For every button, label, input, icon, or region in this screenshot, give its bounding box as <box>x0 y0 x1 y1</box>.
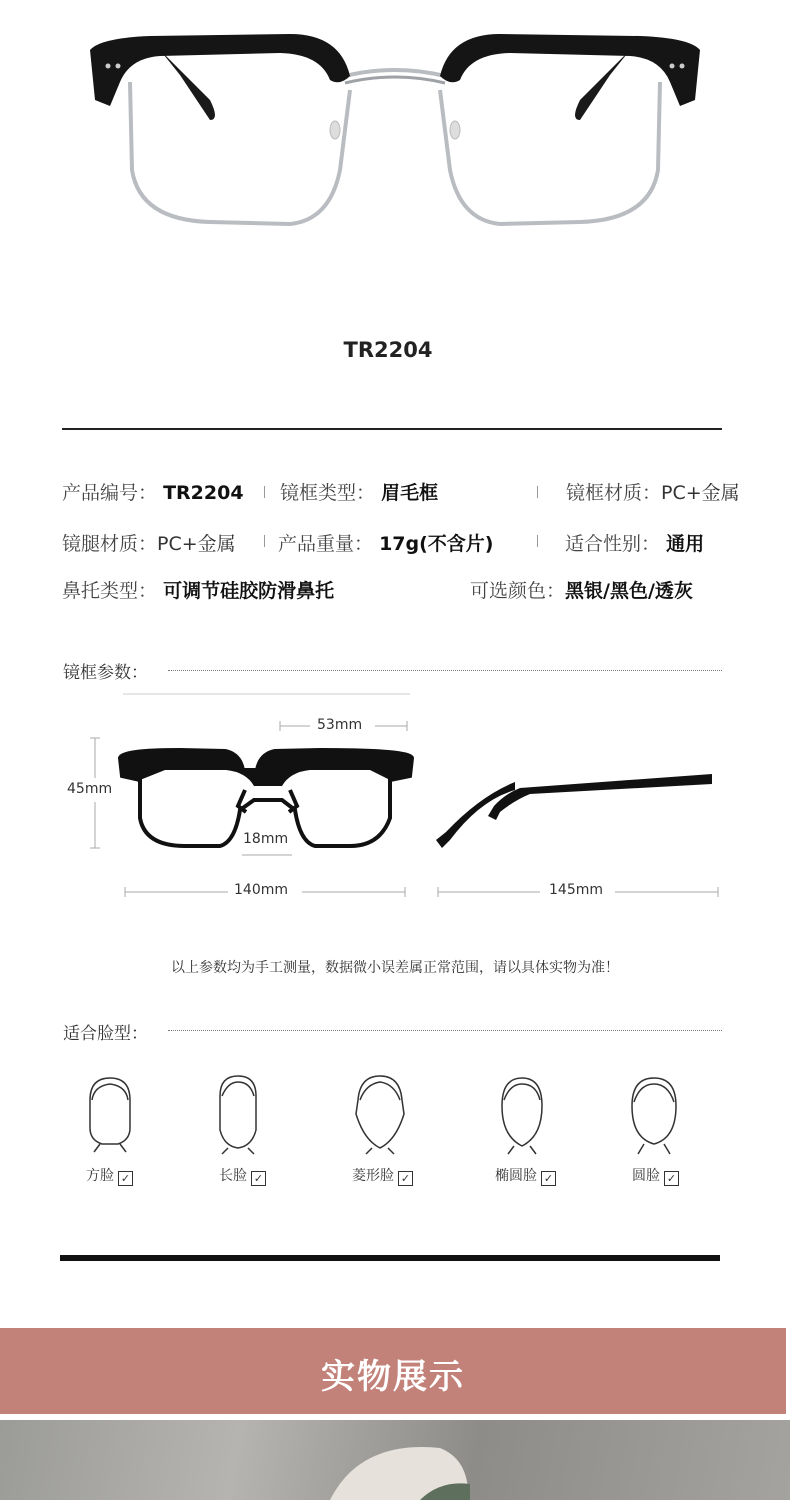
spec-key: 镜框类型： <box>280 482 376 504</box>
face-round-icon <box>632 1078 676 1144</box>
banner-title: 实物展示 <box>321 1357 465 1397</box>
spec-value: 可调节硅胶防滑鼻托 <box>163 580 335 602</box>
face-diamond-icon <box>356 1076 404 1148</box>
section-title-face-shapes: 适合脸型： <box>63 1024 148 1044</box>
face-oval-icon <box>502 1078 542 1146</box>
spec-temple-material <box>62 529 236 556</box>
spec-value: TR2204 <box>163 482 244 504</box>
face-shape-diamond <box>352 1165 413 1186</box>
divider-thick <box>60 1255 720 1261</box>
section-title-frame-params: 镜框参数： <box>63 663 148 683</box>
spec-key: 适合性别： <box>565 533 661 555</box>
face-shape-label: 菱形脸 <box>352 1168 394 1184</box>
face-shape-illustrations <box>70 1070 710 1155</box>
spec-frame-material <box>566 478 740 505</box>
spec-value: 17g(不含片) <box>379 533 494 555</box>
spec-key: 镜框材质： <box>566 482 662 504</box>
lens-height-label: 45mm <box>67 781 113 797</box>
spec-key: 鼻托类型： <box>62 580 158 602</box>
spec-item-number <box>62 478 244 505</box>
frame-dimension-diagram <box>60 690 730 910</box>
separator <box>264 486 265 498</box>
spec-key: 产品重量： <box>278 533 374 555</box>
dotted-line <box>168 670 722 671</box>
checkbox-icon: ✓ <box>664 1171 679 1186</box>
divider <box>62 428 722 430</box>
spec-key: 可选颜色： <box>470 580 566 602</box>
product-glasses-photo <box>60 20 740 250</box>
face-long-icon <box>220 1076 256 1148</box>
face-shape-round <box>632 1165 679 1186</box>
checkbox-icon: ✓ <box>251 1171 266 1186</box>
spec-key: 产品编号： <box>62 482 158 504</box>
spec-frame-type <box>280 478 438 505</box>
checkbox-icon: ✓ <box>118 1171 133 1186</box>
face-shape-label: 方脸 <box>86 1168 114 1184</box>
spec-gender <box>565 529 704 556</box>
spec-weight <box>278 529 493 556</box>
separator <box>264 535 265 547</box>
checkbox-icon: ✓ <box>398 1171 413 1186</box>
spec-colors <box>470 576 693 603</box>
frame-width-label: 140mm <box>234 882 288 898</box>
separator <box>537 486 538 498</box>
face-shape-label: 椭圆脸 <box>495 1168 537 1184</box>
face-shape-square <box>86 1165 133 1186</box>
spec-value: PC+金属 <box>157 533 236 555</box>
spec-value: 眉毛框 <box>381 482 439 504</box>
checkbox-icon: ✓ <box>541 1171 556 1186</box>
face-shape-label: 长脸 <box>219 1168 247 1184</box>
face-shape-label: 圆脸 <box>632 1168 660 1184</box>
lens-width-label: 53mm <box>317 717 363 733</box>
real-product-photo <box>0 1420 790 1500</box>
face-square-icon <box>90 1078 130 1144</box>
bridge-width-label: 18mm <box>243 831 289 847</box>
spec-value: 黑银/黑色/透灰 <box>565 580 693 602</box>
product-model-title: TR2204 <box>343 338 433 362</box>
photo-shapes <box>0 1420 790 1500</box>
spec-value: 通用 <box>666 533 705 555</box>
face-shape-long <box>219 1165 266 1186</box>
dotted-line <box>168 1030 722 1031</box>
face-shape-oval <box>495 1165 556 1186</box>
separator <box>537 535 538 547</box>
temple-length-label: 145mm <box>549 882 603 898</box>
measurement-note: 以上参数均为手工测量，数据微小误差属正常范围，请以具体实物为准！ <box>171 960 619 976</box>
spec-value: PC+金属 <box>661 482 740 504</box>
spec-nose-pad <box>62 576 334 603</box>
spec-key: 镜腿材质： <box>62 533 158 555</box>
